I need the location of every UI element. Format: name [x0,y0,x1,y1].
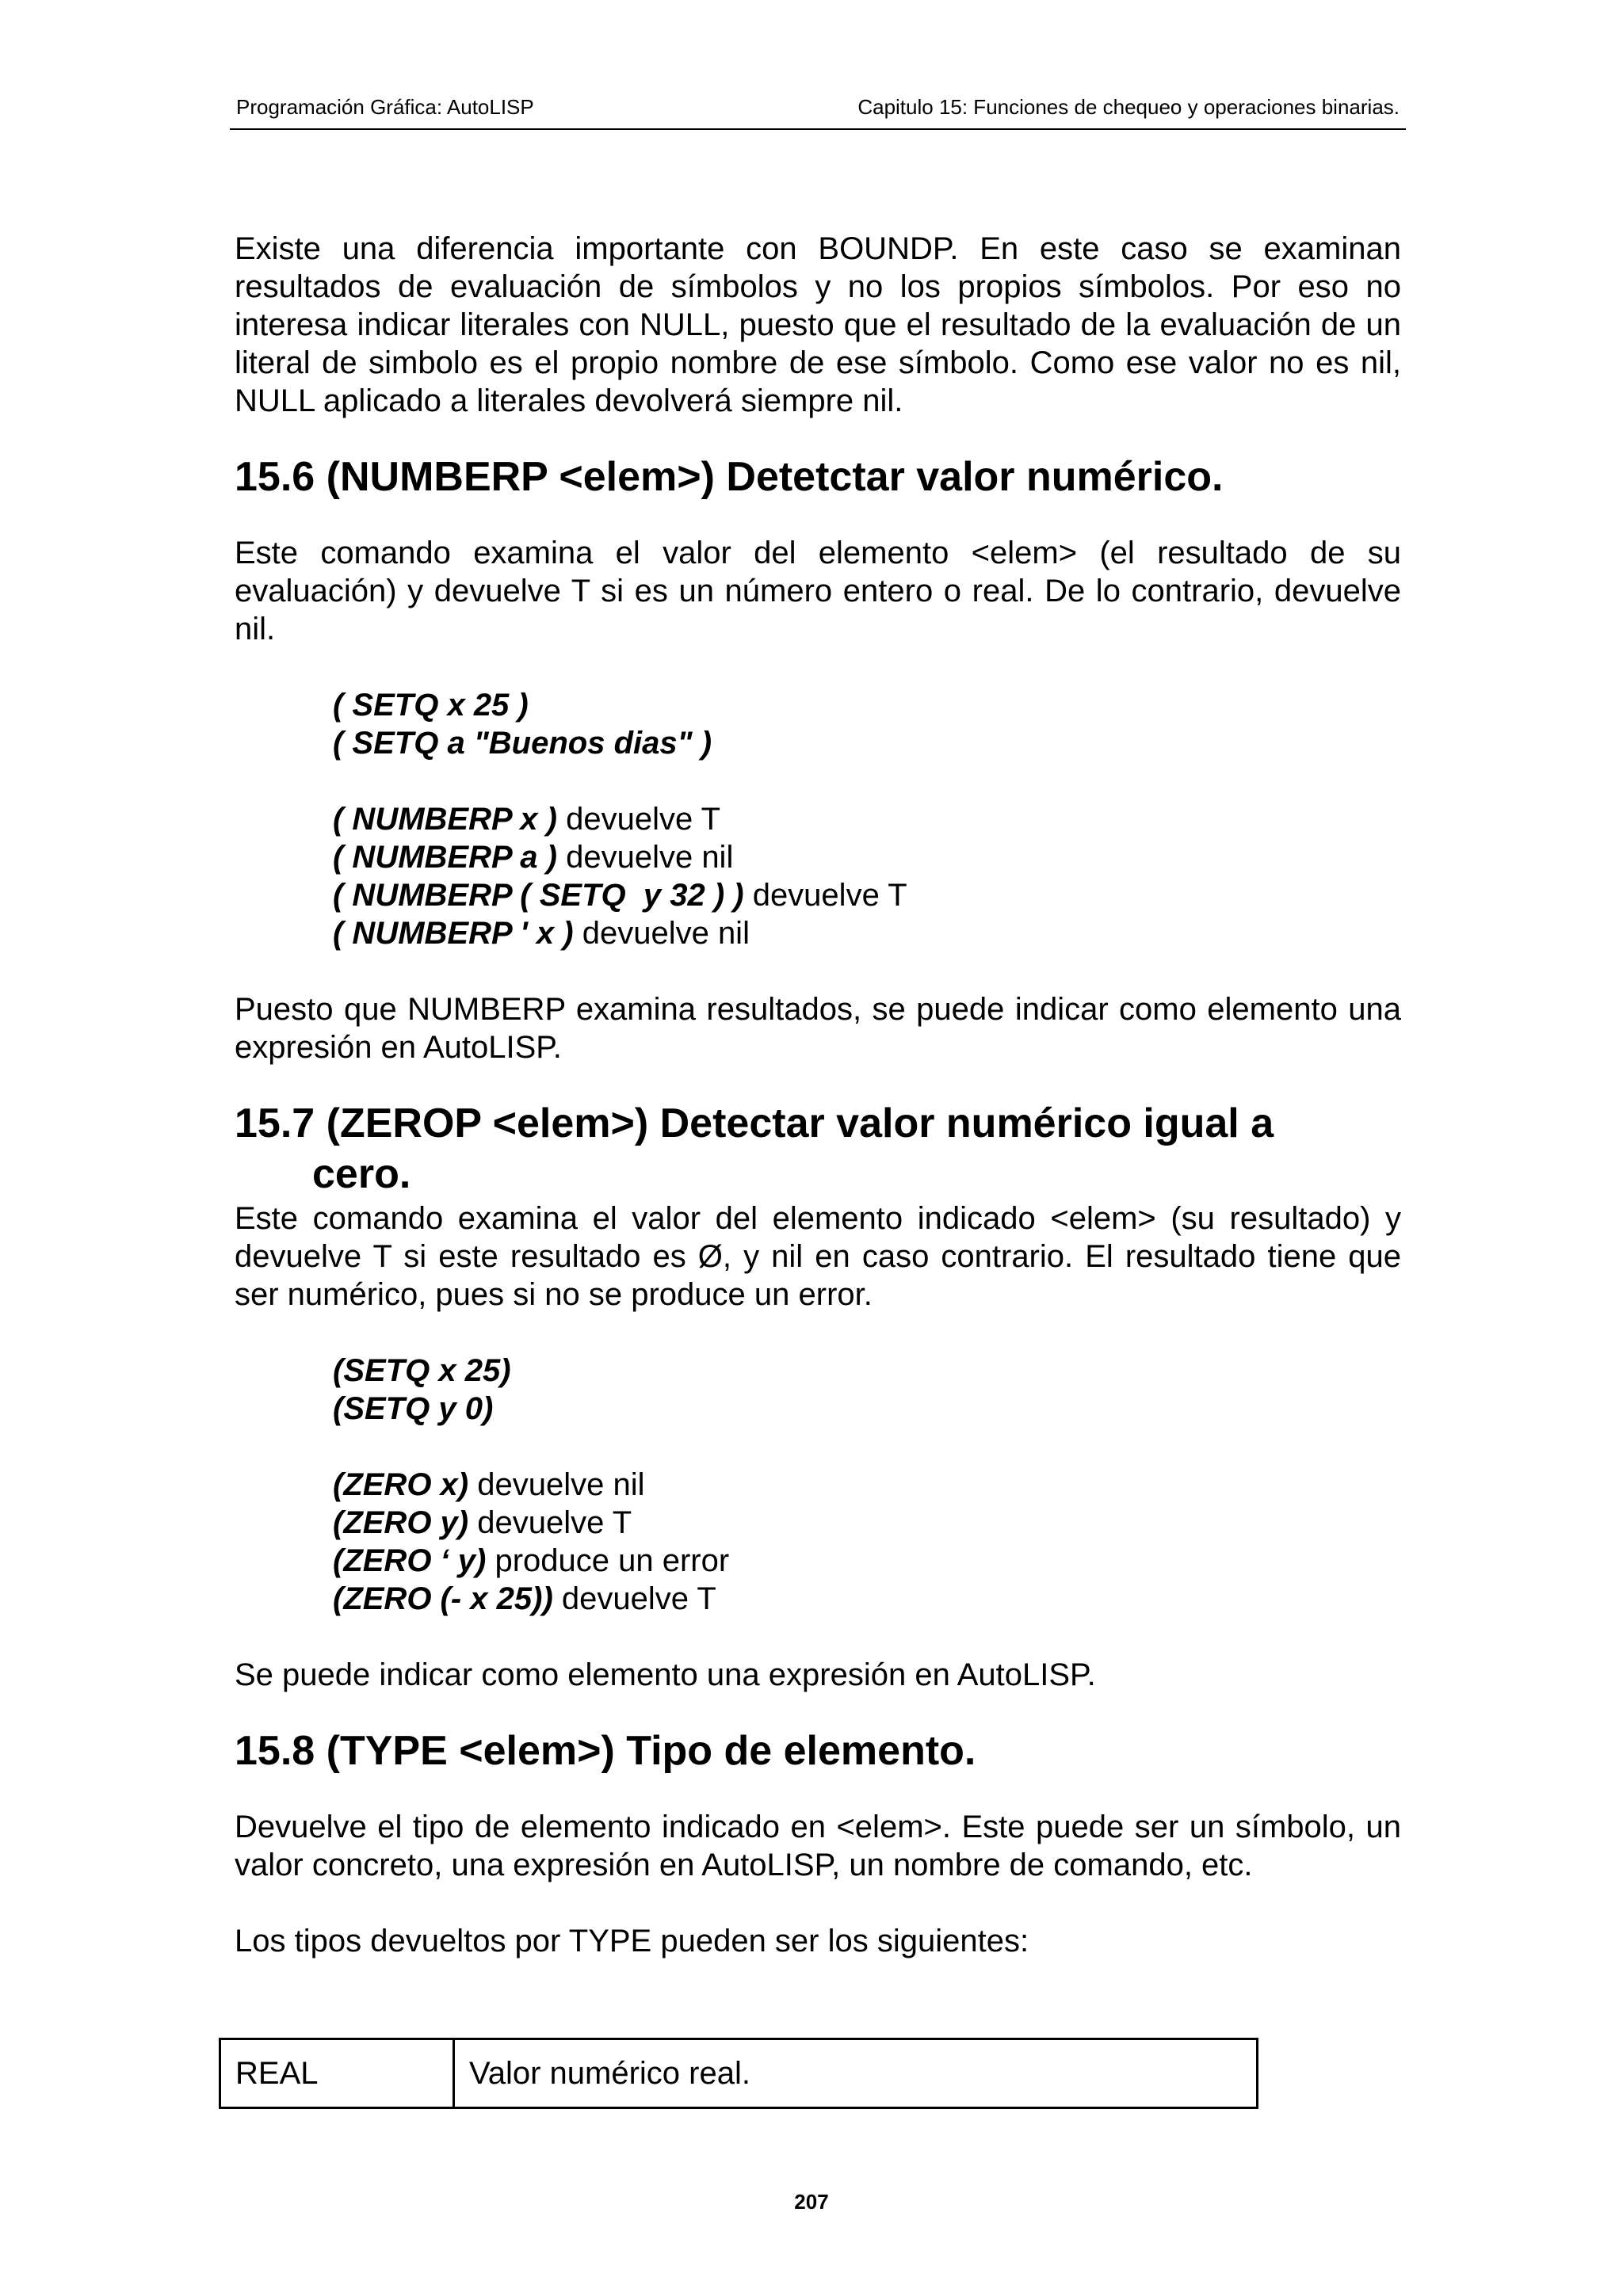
types-intro: Los tipos devueltos por TYPE pueden ser los siguientes: [235,1924,1029,1958]
code-result: devuelve nil [468,1467,645,1502]
header-chapter-title: Capitulo 15: Funciones de chequeo y operaciones binarias. [857,95,1400,119]
code-expression: ( NUMBERP ( SETQ y 32 ) ) [333,878,744,913]
code-expression: ( NUMBERP x ) [333,802,557,837]
code-example-line [333,800,1401,838]
code-result: devuelve T [743,878,907,913]
code-result: devuelve T [468,1505,632,1540]
code-expression: (SETQ x 25) [333,1353,511,1388]
code-result: devuelve nil [573,916,750,951]
section-15-6-description: Este comando examina el valor del elemento <elem> (el resultado de su evaluación) y devuelve T si es un número entero o real. De lo contrario, devuelve nil. [235,536,1401,646]
code-example-line [333,876,1401,914]
code-example-line [333,1542,1401,1580]
code-example-line [333,1466,1401,1504]
code-expression: (SETQ y 0) [333,1391,494,1426]
code-expression: ( NUMBERP a ) [333,840,557,875]
code-example-line [333,1580,1401,1618]
zerop-setup-code [235,1352,1401,1428]
code-expression: (ZERO (- x 25)) [333,1581,553,1616]
type-name-cell: REAL [220,2039,454,2108]
types-table [219,2038,1258,2109]
code-result: devuelve T [552,1581,716,1616]
code-expression: (ZERO x) [333,1467,469,1502]
table-row [220,2039,1258,2108]
numberp-setup-code [235,686,1401,762]
section-15-6-note: Puesto que NUMBERP examina resultados, se puede indicar como elemento una expresión en AutoLISP. [235,992,1401,1065]
code-expression: (ZERO y) [333,1505,469,1540]
section-15-7-heading: 15.7 (ZEROP <elem>) Detectar valor numérico igual a cero. [235,1100,1274,1197]
code-example-line [333,838,1401,876]
code-example-line [333,1504,1401,1542]
page-content [235,230,1401,1960]
section-15-7-note: Se puede indicar como elemento una expresión en AutoLISP. [235,1657,1096,1692]
code-result: produce un error [486,1543,730,1578]
type-meaning-cell: Valor numérico real. [454,2039,1258,2108]
section-15-8-heading: 15.8 (TYPE <elem>) Tipo de elemento. [235,1728,976,1774]
code-expression: ( SETQ a "Buenos dias" ) [333,726,712,761]
code-expression: ( NUMBERP ' x ) [333,916,574,951]
section-15-6-heading: 15.6 (NUMBERP <elem>) Detetctar valor numérico. [235,454,1224,500]
section-15-7-description: Este comando examina el valor del elemento indicado <elem> (su resultado) y devuelve T si este resultado es Ø, y nil en caso contrario. El resultado tiene que ser numérico, pues si no se produce un error. [235,1201,1401,1312]
running-header [230,92,1406,130]
code-expression: (ZERO ‘ y) [333,1543,487,1578]
section-15-8-description: Devuelve el tipo de elemento indicado en <elem>. Este puede ser un símbolo, un valor concreto, una expresión en AutoLISP, un nombre de comando, etc. [235,1810,1401,1882]
numberp-examples-code [235,800,1401,952]
page-number: 207 [794,2190,829,2214]
zerop-examples-code [235,1466,1401,1618]
code-result: devuelve nil [556,840,734,875]
code-result: devuelve T [556,802,721,837]
intro-paragraph: Existe una diferencia importante con BOUNDP. En este caso se examinan resultados de evaluación de símbolos y no los propios símbolos. Por eso no interesa indicar literales con NULL, puesto que el resultado de la evaluación de un literal de simbolo es el propio nombre de ese símbolo. Como ese valor no es nil, NULL aplicado a literales devolverá siempre nil. [235,231,1401,418]
header-book-title: Programación Gráfica: AutoLISP [236,95,534,119]
code-example-line [333,914,1401,952]
code-expression: ( SETQ x 25 ) [333,688,529,723]
